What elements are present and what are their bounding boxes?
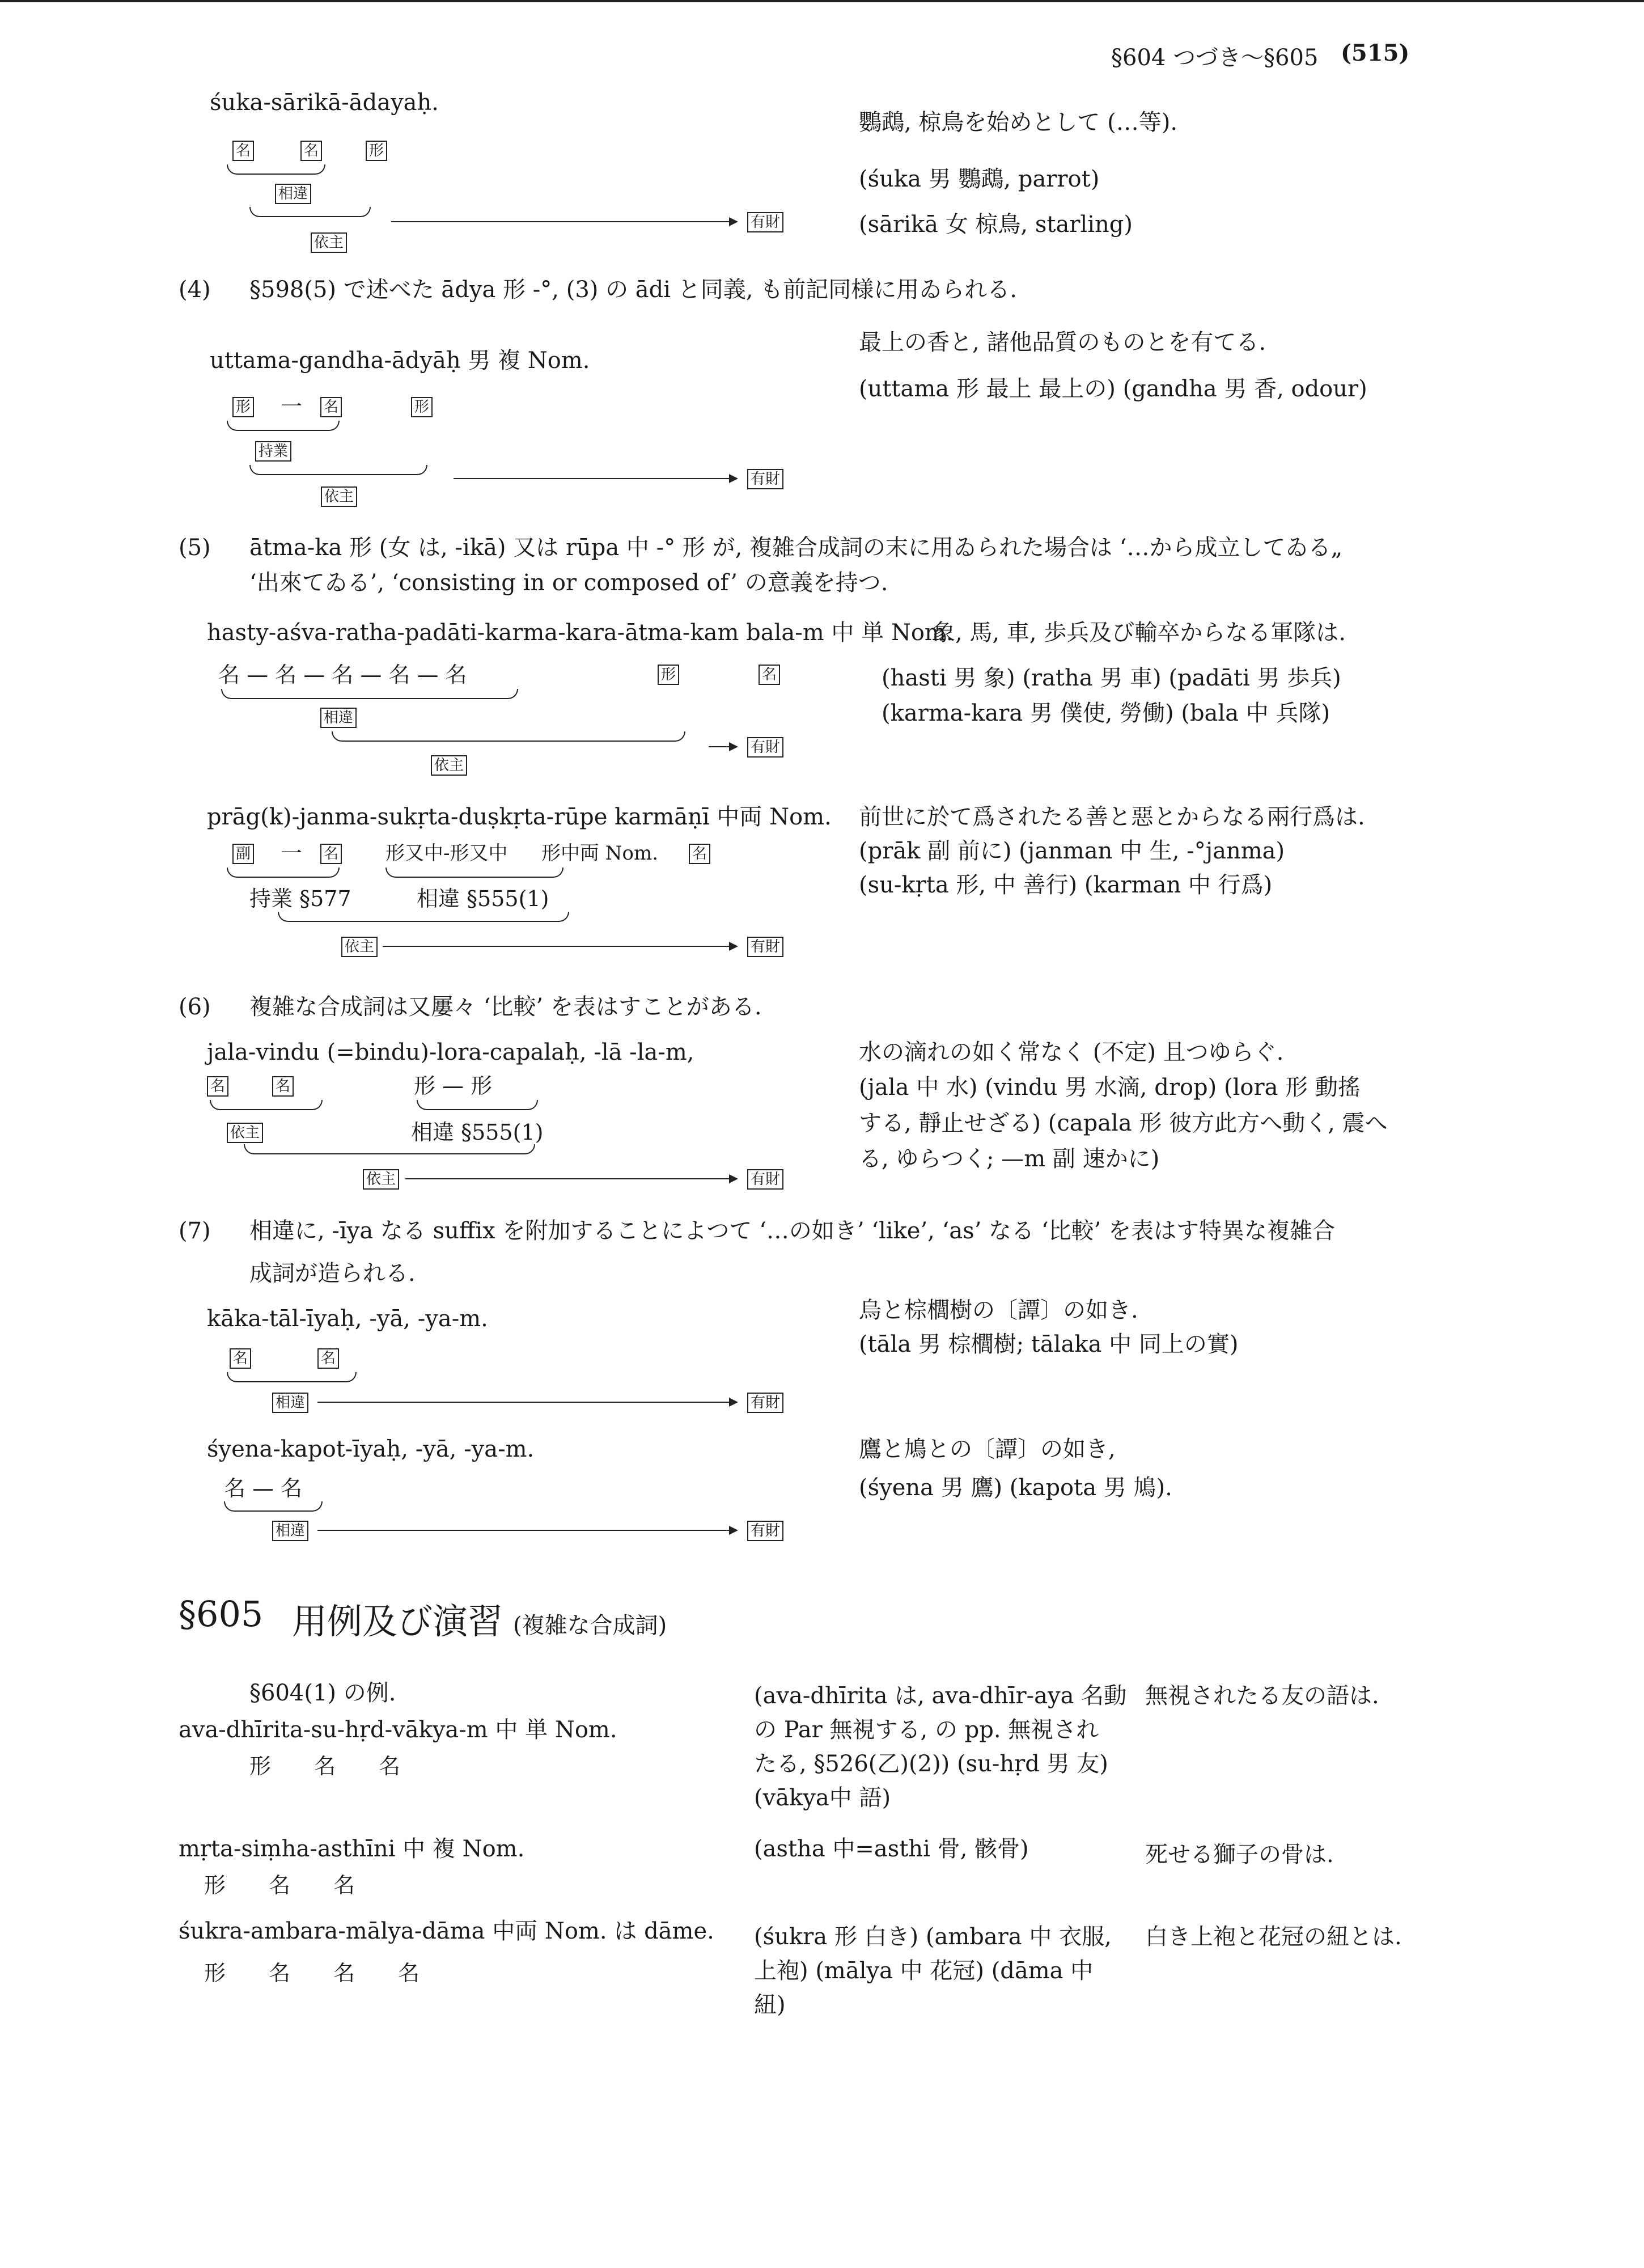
item-text: 成詞が造られる. [249,1260,416,1287]
term: śuka-sārikā-ādayaḥ. [210,90,439,116]
compound-label: 有財 [747,212,783,232]
pos-chain: 名 — 名 [224,1476,303,1501]
item-number: (6) [179,994,211,1020]
pos-chain: 形 — 形 [414,1073,493,1098]
gloss: 紐) [754,1992,786,2018]
gloss: (prāk 副 前に) (janman 中 生, -°janma) [859,838,1285,864]
brace [227,164,325,175]
section-number: §605 [179,1593,264,1635]
translation: 烏と棕櫚樹の〔譚〕の如き. [859,1297,1138,1323]
gloss: る, ゆらつく; —m 副 速かに) [859,1146,1160,1172]
gloss: (astha 中=asthi 骨, 骸骨) [754,1836,1029,1862]
section-title: 用例及び演習 [292,1601,503,1642]
gloss: (śyena 男 鷹) (kapota 男 鳩). [859,1475,1172,1501]
compound-label: 有財 [747,1169,783,1190]
intro: §604(1) の例. [249,1680,396,1706]
item-number: (7) [179,1218,211,1244]
term: śyena-kapot-īyaḥ, -yā, -ya-m. [207,1436,535,1462]
translation: 最上の香と, 諸他品質のものとを有てる. [859,329,1266,356]
pos-label: 名 [689,844,710,864]
term: hasty-aśva-ratha-padāti-karma-kara-ātma-kam bala-m 中 単 Nom. [207,620,954,646]
brace [249,207,371,217]
brace [227,1372,357,1382]
gloss: (sārikā 女 椋鳥, starling) [859,211,1133,238]
dash: 一 [281,841,303,866]
compound-label: 有財 [747,737,783,758]
term: ava-dhīrita-su-hṛd-vākya-m 中 単 Nom. [179,1717,617,1743]
compound-label: 有財 [747,1521,783,1541]
brace [227,868,340,878]
gloss: の Par 無視する, の pp. 無視され [754,1717,1099,1743]
arrow [709,746,737,747]
compound-label: 依主 [341,937,378,957]
pos-label: 副 [232,844,254,864]
term: śukra-ambara-mālya-dāma 中両 Nom. は dāme. [179,1918,714,1944]
translation: 鸚鵡, 椋鳥を始めとして (…等). [859,109,1178,136]
pos-labels: 形 名 名 [204,1873,355,1898]
gloss: 上袍) (mālya 中 花冠) (dāma 中 [754,1958,1094,1984]
brace [221,689,518,699]
pos-label: 名 [759,665,780,685]
brace [210,1100,323,1110]
dash: 一 [281,394,303,419]
page-number: (515) [1341,40,1410,66]
gloss: (jala 中 水) (vindu 男 水滴, drop) (lora 形 動搖 [859,1074,1361,1101]
compound-label: 相違 [272,1393,308,1413]
gloss: (karma-kara 男 僕使, 勞働) (bala 中 兵隊) [882,700,1331,726]
item-number: (4) [179,277,211,303]
arrow [454,478,737,479]
pos-chain: 形又中-形又中 [385,842,508,865]
arrow [317,1402,737,1403]
gloss: (hasti 男 象) (ratha 男 車) (padāti 男 歩兵) [882,665,1341,691]
pos-label: 名 [207,1076,228,1097]
translation: 白き上袍と花冠の紐とは. [1145,1924,1402,1950]
compound-label: 持業 [255,441,291,462]
pos-label: 名 [317,1348,339,1369]
term: uttama-gandha-ādyāḥ 男 複 Nom. [210,348,590,374]
translation: 前世に於て爲されたる善と惡とからなる兩行爲は. [859,804,1365,830]
gloss: (tāla 男 棕櫚樹; tālaka 中 同上の實) [859,1331,1239,1357]
compound-label: 依主 [227,1123,263,1143]
pos-labels: 形 名 名 名 [204,1961,420,1986]
compound-label: 相違 §555(1) [417,886,549,911]
gloss: (uttama 形 最上 最上の) (gandha 男 香, odour) [859,376,1367,402]
gloss: (śukra 形 白き) (ambara 中 衣服, [754,1924,1112,1950]
term: prāg(k)-janma-sukṛta-duṣkṛta-rūpe karmāṇī 中両 Nom. [207,804,832,830]
item-text: ‘出來てゐる’, ‘consisting in or composed of’ の意義を持つ. [249,570,888,596]
term: jala-vindu (=bindu)-lora-capalaḥ, -lā -la-m, [207,1039,694,1065]
brace [249,465,427,475]
pos-label: 名 [272,1076,294,1097]
arrow [405,1178,737,1179]
brace [227,421,340,431]
gloss: (ava-dhīrita は, ava-dhīr-aya 名動 [754,1683,1127,1709]
arrow [391,221,737,222]
brace [278,912,569,922]
item-text: 複雑な合成詞は又屢々 ‘比較’ を表はすことがある. [249,994,762,1020]
gloss: (su-kṛta 形, 中 善行) (karman 中 行爲) [859,872,1273,898]
pos-label: 名 [300,141,322,161]
translation: 象, 馬, 車, 歩兵及び輸卒からなる軍隊は. [933,620,1346,646]
item-number: (5) [179,535,211,561]
pos-label: 形 [232,397,254,417]
item-text: ātma-ka 形 (女 は, -ikā) 又は rūpa 中 -° 形 が, 複雑合成詞の末に用ゐられた場合は ‘…から成立してゐる„ [249,535,1343,561]
translation: 水の滴れの如く常なく (不定) 且つゆらぐ. [859,1039,1284,1065]
translation: 死せる獅子の骨は. [1145,1842,1334,1868]
translation: 無視されたる友の語は. [1145,1683,1379,1709]
pos-chain: 名 — 名 — 名 — 名 — 名 [218,662,467,687]
pos-labels: 形 名 名 [249,1754,401,1779]
compound-label: 依主 [321,486,357,507]
brace [244,1144,535,1154]
pos-label: 形 [366,141,387,161]
pos-label: 形 [411,397,433,417]
compound-label: 依主 [431,755,467,776]
section-range: §604 つづき〜§605 [1111,45,1319,71]
top-rule [0,0,1644,2]
compound-label: 有財 [747,1393,783,1413]
compound-label: 相違 [320,708,357,728]
compound-label: 依主 [311,232,347,253]
item-text: §598(5) で述べた ādya 形 -°, (3) の ādi と同義, も前記同様に用ゐられる. [249,277,1017,303]
gloss: する, 靜止せざる) (capala 形 彼方此方へ動く, 震へ [859,1110,1388,1136]
brace [417,1100,538,1110]
section-subtitle: (複雑な合成詞) [513,1613,667,1639]
compound-label: 依主 [363,1169,399,1190]
compound-label: 相違 §555(1) [411,1120,544,1145]
compound-label: 相違 [275,184,311,204]
brace [332,731,685,742]
gloss: (śuka 男 鸚鵡, parrot) [859,166,1100,192]
term: kāka-tāl-īyaḥ, -yā, -ya-m. [207,1306,488,1332]
term: mṛta-siṃha-asthīni 中 複 Nom. [179,1836,525,1862]
compound-label: 相違 [272,1521,308,1541]
arrow [383,946,737,947]
arrow [317,1530,737,1531]
pos-label: 名 [320,844,342,864]
translation: 鷹と鳩との〔譚〕の如き, [859,1436,1116,1462]
pos-chain: 形中両 Nom. [541,842,659,865]
pos-label: 形 [658,665,679,685]
compound-label: 有財 [747,469,783,489]
compound-label: 持業 §577 [249,886,351,911]
compound-label: 有財 [747,937,783,957]
pos-label: 名 [230,1348,251,1369]
pos-label: 名 [320,397,342,417]
gloss: (vākya中 語) [754,1785,891,1811]
pos-label: 名 [232,141,254,161]
item-text: 相違に, -īya なる suffix を附加することによつて ‘…の如き’ ‘like’, ‘as’ なる ‘比較’ を表はす特異な複雑合 [249,1218,1335,1244]
brace [385,868,563,878]
brace [224,1501,323,1512]
gloss: たる, §526(乙)(2)) (su-hṛd 男 友) [754,1751,1108,1777]
